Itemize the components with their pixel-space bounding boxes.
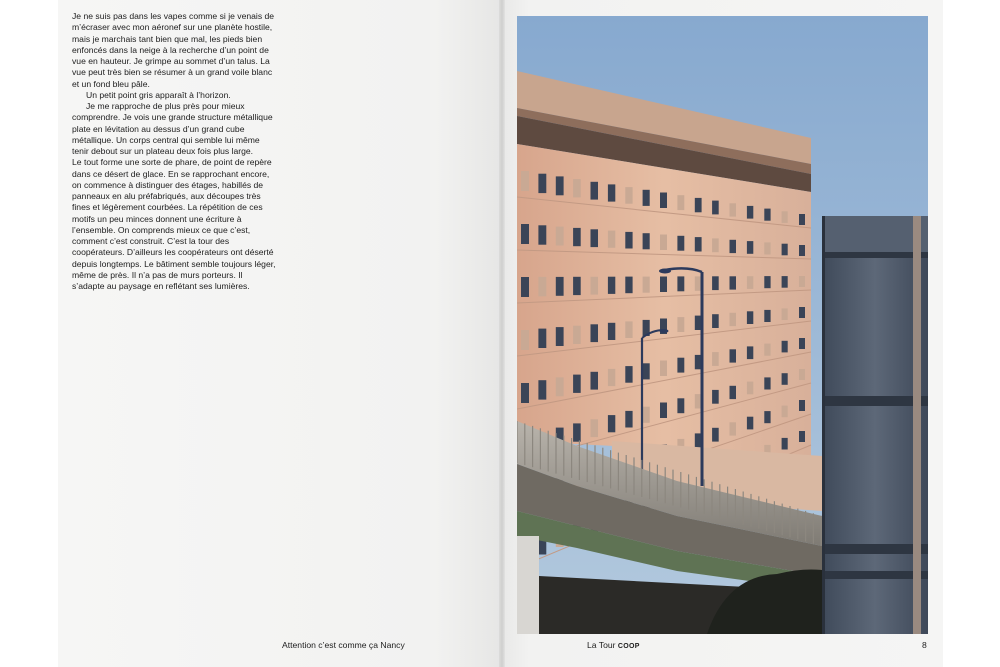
tower-window — [643, 363, 650, 379]
tower-window — [764, 344, 770, 356]
footer-title-smallcaps: COOP — [617, 643, 640, 650]
tower-window — [591, 324, 599, 342]
tower-window — [591, 419, 599, 437]
tower-window — [712, 276, 719, 290]
tower-window — [764, 377, 770, 389]
tower-window — [521, 330, 529, 350]
tower-window — [573, 179, 581, 197]
tower-window — [660, 403, 667, 419]
tower-window — [573, 326, 581, 344]
tower-window — [538, 277, 546, 296]
book-gutter — [499, 0, 505, 667]
tower-window — [677, 358, 684, 373]
tower-window — [660, 193, 667, 209]
tower-window — [521, 383, 529, 403]
tower-window — [747, 311, 753, 324]
tower-window — [712, 238, 719, 252]
paragraph-3: Je me rapproche de plus près pour mieux comprendre. Je vois une grande structure métallique plate en lévitation au dessus d’un grand cube métallique. Un corps central qui semble lui même tenir debout sur un plateau deux fois plus large. — [72, 101, 273, 156]
tower-window — [677, 398, 684, 413]
tower-window — [677, 276, 684, 291]
tower-window — [660, 235, 667, 251]
tower-window — [625, 321, 632, 338]
tower-window — [625, 366, 632, 383]
tower-window — [608, 369, 615, 386]
tower-window — [573, 277, 581, 295]
tower-window — [782, 308, 788, 320]
tower-window — [556, 327, 564, 346]
tower-window — [712, 352, 719, 366]
tower-window — [608, 184, 615, 201]
tower-window — [695, 237, 702, 251]
tower-window — [556, 377, 564, 396]
tower-window — [764, 276, 770, 288]
tower-window — [747, 206, 753, 219]
tower-window — [764, 411, 770, 423]
tower-window — [608, 415, 615, 432]
tower-window — [591, 372, 599, 390]
tower-window — [747, 382, 753, 395]
tower-window — [677, 317, 684, 332]
tower-window — [538, 225, 546, 244]
tower-window — [643, 407, 650, 423]
tower-window — [573, 375, 581, 393]
tower-window — [782, 341, 788, 353]
tower-window — [556, 227, 564, 246]
tower-window — [730, 313, 737, 326]
tower-window — [764, 242, 770, 254]
tower-window — [538, 174, 546, 193]
tower-window — [538, 329, 546, 348]
tower-window — [730, 349, 737, 362]
tower-window — [782, 406, 788, 418]
tower-window — [747, 276, 753, 289]
tower-window — [538, 380, 546, 399]
tower-window — [677, 195, 684, 210]
photo-tower-coop — [517, 16, 928, 634]
tower-window — [782, 276, 788, 288]
tower-window — [608, 323, 615, 340]
tower-window — [799, 245, 805, 256]
tower-window — [573, 228, 581, 246]
tower-window — [521, 277, 529, 297]
tower-window — [608, 277, 615, 294]
tower-window — [747, 417, 753, 430]
tower-window — [799, 369, 805, 380]
tower-window — [782, 373, 788, 385]
tower-window — [747, 241, 753, 254]
tower-window — [521, 224, 529, 244]
tower-window — [625, 232, 632, 249]
tower-window — [591, 182, 599, 200]
tower-window — [799, 307, 805, 318]
tower-window — [799, 276, 805, 287]
tower-window — [799, 400, 805, 411]
tower-window — [608, 231, 615, 248]
highway-pillar — [517, 536, 539, 634]
tower-window — [747, 346, 753, 359]
tower-window — [695, 198, 702, 212]
tower-window — [712, 390, 719, 404]
tower-window — [782, 211, 788, 223]
page-number: 8 — [922, 640, 927, 650]
tower-window — [643, 233, 650, 249]
tower-window — [591, 277, 599, 295]
left-running-footer: Attention c’est comme ça Nancy — [282, 640, 405, 650]
right-running-footer — [587, 640, 640, 650]
tower-window — [712, 428, 719, 442]
tower-window — [573, 423, 581, 441]
paragraph-1: Je ne suis pas dans les vapes comme si je venais de m’écraser avec mon aéronef sur une planète hostile, mais je marchais tant bien que mal, les pieds bien enfoncés dans la neige à la recherche d’un point de vue en hauteur. Je grimpe au sommet d’un talus. La vue peut très bien se résumer à un grand voile blanc et un fond bleu pâle. — [72, 11, 275, 89]
tower-window — [764, 209, 770, 221]
metal-panel-structure — [822, 216, 928, 634]
tower-window — [660, 277, 667, 293]
tower-window — [730, 422, 737, 435]
tower-window — [799, 338, 805, 349]
tower-window — [591, 229, 599, 247]
tower-window — [730, 240, 737, 253]
tower-window — [625, 277, 632, 294]
tower-window — [556, 277, 564, 296]
tower-window — [799, 431, 805, 442]
tower-window — [782, 244, 788, 256]
tower-window — [799, 214, 805, 225]
tower-window — [643, 190, 650, 206]
paragraph-2: Un petit point gris apparaît à l’horizon. — [86, 89, 231, 100]
tower-window — [712, 314, 719, 328]
tower-window — [782, 438, 788, 450]
body-text — [72, 11, 277, 292]
tower-window — [730, 276, 737, 289]
tower-window — [625, 411, 632, 428]
tower-window — [521, 171, 529, 191]
tower-window — [764, 310, 770, 322]
tower-window — [556, 176, 564, 195]
footer-title: La Tour — [587, 640, 616, 650]
tower-window — [712, 201, 719, 215]
paragraph-4: Le tout forme une sorte de phare, de point de repère dans ce désert de glace. En se rapprochant encore, on commence à distinguer des étages, habillés de panneaux en alu préfabriqués, aux découpes très fines et légèrement courbées. La répétition de ces motifs un peu minces donnent une écriture à l’ensemble. On comprends mieux ce que c’est, comment c’est construit. C’est la tour des coopérateurs. D’ailleurs les coopérateurs ont déserté depuis longtemps. Le bâtiment semble toujours léger, même de près. Il n’a pas de murs porteurs. Il s’adapte au paysage en reflétant ses lumières. — [72, 157, 276, 291]
tower-window — [643, 277, 650, 293]
tower-window — [677, 236, 684, 251]
tower-window — [625, 187, 632, 204]
tower-window — [730, 203, 737, 216]
tower-window — [660, 361, 667, 377]
tower-window — [730, 386, 737, 399]
